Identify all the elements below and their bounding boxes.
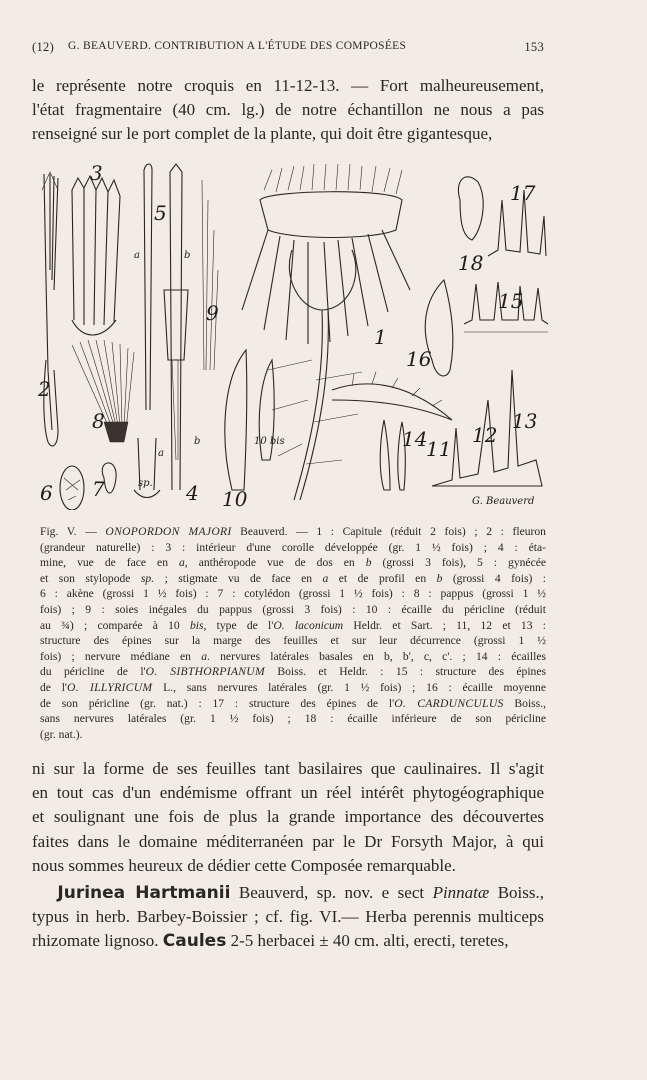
fig-label-2: 2	[38, 377, 51, 401]
caption-species: O. CARDUNCULUS	[394, 696, 504, 710]
text-line: et soulignant une fois de plus la grande importance des découvertes	[32, 807, 544, 827]
fig-letter-10bis: 10 bis	[254, 436, 285, 447]
caption-letter: b	[365, 556, 372, 570]
running-head-left	[32, 40, 406, 55]
caption-letter: sp.	[140, 571, 155, 585]
drawing-stamen	[164, 164, 191, 490]
text-line: renseigné sur le port complet de la plante, qui doit être gigantesque,	[32, 124, 493, 144]
species-name: Jurinea Hartmanii	[57, 883, 231, 903]
caption-text: de l'	[40, 680, 68, 694]
fig-letter-b: b	[184, 250, 191, 261]
fig-letter-a: a	[134, 250, 140, 261]
caption-line	[40, 618, 546, 634]
text-line	[32, 881, 544, 905]
folio: 153	[524, 40, 544, 54]
caption-text: (grandeur naturelle) : 3 : intérieur d'une corolle développée (gr. 1 ½ fois) ; 4 : éta-	[40, 540, 546, 554]
botanical-figure	[32, 160, 552, 510]
caption-line	[40, 633, 546, 649]
caption-species: ONOPORDON MAJORI	[105, 525, 232, 538]
caption-text: du péricline de l'	[40, 665, 146, 679]
caption-text: (gr. nat.).	[40, 727, 83, 741]
caption-text: (grossi 4 fois) :	[442, 571, 546, 585]
caption-text: de son péricline (gr. nat.) : 17 : structure des épines de l'	[40, 696, 395, 710]
text-line: en tout cas d'un endémisme offrant un réel intérêt phytogéographique	[32, 783, 544, 803]
fig-label-1: 1	[374, 325, 387, 349]
fig-letter-b-lower: b	[194, 436, 201, 447]
caption-text: sans nervures latérales (gr. 1 ½ fois) ; 18 : écaille inférieure de son péricline	[40, 712, 546, 726]
caption-text: au ¾) ; comparée à 10	[40, 618, 190, 632]
caption-letter: b	[436, 571, 443, 585]
fig-label-8: 8	[92, 409, 105, 433]
fig-label-9: 9	[206, 301, 219, 325]
drawing-corolla	[72, 176, 120, 335]
fig-label-10: 10	[222, 487, 248, 510]
caption-line	[40, 555, 546, 571]
text-line: l'état fragmentaire (40 cm. lg.) de notre échantillon ne nous a pas	[32, 100, 544, 120]
caption-text: Beauverd. — 1 : Capitule (réduit 2 fois) ; 2 : fleuron	[231, 525, 546, 538]
caption-species: O. SIBTHORPIANUM	[145, 665, 265, 679]
running-head-title: G. BEAUVERD. CONTRIBUTION A L'ÉTUDE DES COMPOSÉES	[68, 40, 407, 52]
term-caules: Caules	[162, 931, 227, 952]
caption-line	[40, 602, 546, 618]
text-span: rhizomate lignoso.	[32, 931, 163, 951]
caption-text: fois) ; nervure médiane en	[40, 649, 202, 663]
botanical-illustration	[32, 160, 552, 510]
caption-letter: a	[201, 649, 208, 663]
drawing-scale-10	[225, 350, 247, 490]
fig-label-12: 12	[472, 423, 498, 447]
caption-line	[40, 540, 546, 556]
fig-letter-a-lower: a	[158, 448, 164, 459]
drawing-fleuron	[42, 172, 58, 446]
text-line	[32, 929, 544, 953]
caption-text: Boiss.,	[503, 696, 546, 710]
fig-label-11: 11	[426, 437, 452, 461]
caption-line	[40, 711, 546, 727]
fig-letter-sp: sp.	[138, 478, 153, 489]
caption-line	[40, 649, 546, 665]
caption-text: Heldr. et Sart. ; 11, 12 et 13 :	[343, 618, 546, 632]
page-number: (12)	[32, 40, 55, 54]
paragraph-species-description	[32, 881, 544, 954]
text-span: Beauverd, sp. nov. e sect	[230, 883, 433, 902]
caption-line	[40, 524, 546, 540]
caption-line	[40, 696, 546, 712]
caption-species: O. ILLYRICUM	[67, 680, 153, 694]
caption-species: O. laconicum	[273, 618, 344, 632]
achene-texture	[64, 478, 80, 500]
fig-label-13: 13	[512, 409, 538, 433]
fig-label-5: 5	[154, 201, 167, 225]
caption-letter: bis	[189, 618, 204, 632]
drawing-bristles	[202, 180, 218, 370]
drawing-achene	[60, 466, 84, 510]
caption-fig-ref: Fig. V. —	[40, 525, 106, 538]
fig-label-6: 6	[40, 481, 53, 505]
text-span: 2-5 herbacei ± 40 cm. alti, erecti, teretes,	[226, 931, 509, 951]
fig-label-17: 17	[510, 181, 536, 205]
paragraph-middle	[32, 757, 544, 878]
caption-letter: a	[179, 556, 185, 570]
caption-line	[40, 664, 546, 680]
fig-label-14: 14	[402, 427, 428, 451]
caption-text: et de profil en	[328, 571, 437, 585]
fig-label-7: 7	[92, 477, 105, 501]
caption-letter: a	[322, 571, 329, 585]
fig-label-18: 18	[458, 251, 484, 275]
fig-label-4: 4	[186, 481, 199, 505]
text-line: ni sur la forme de ses feuilles tant basilaires que caulinaires. Il s'agit	[32, 759, 544, 778]
caption-text: structure des épines sur la marge des feuilles et sur leur décurrence (grossi 1 ½	[40, 634, 546, 648]
text-span: Boiss.,	[489, 883, 545, 902]
text-line: faites dans le domaine méditerranéen par le Dr Forsyth Major, à qui	[32, 831, 544, 851]
fig-label-15: 15	[498, 289, 524, 313]
paragraph-top	[32, 74, 544, 147]
caption-line	[40, 586, 546, 602]
caption-line	[40, 680, 546, 696]
caption-line	[40, 727, 546, 743]
section-name: Pinnatæ	[432, 883, 490, 902]
caption-text: et son stylopode	[40, 571, 141, 585]
figure-caption	[40, 524, 546, 742]
fig-label-16: 16	[406, 347, 432, 371]
caption-text: fois) ; 9 : soies inégales du pappus (grossi 3 fois) : 10 : écaille du péricline (réduit	[40, 602, 546, 616]
caption-text: . nervures latérales basales en b, b', c, c'. ; 14 : écailles	[207, 649, 546, 663]
text-line: le représente notre croquis en 11-12-13. — Fort malheureusement,	[32, 76, 544, 95]
caption-text: (grossi 3 fois), 5 : gynécée	[371, 556, 547, 570]
caption-text: , anthéropode vue de dos en	[184, 556, 366, 570]
caption-text: mine, vue de face en	[40, 556, 179, 570]
caption-text: Boiss. et Heldr. : 15 : structure des épines	[264, 665, 546, 679]
caption-text: 6 : akène (grossi 1 ½ fois) : 7 : cotylédon (grossi 1 ½ fois) : 8 : pappus (grossi 1 ½	[40, 587, 546, 601]
caption-text: ; stigmate vu de face en	[154, 571, 323, 585]
running-head	[32, 40, 544, 55]
caption-line	[40, 571, 546, 587]
fig-label-3: 3	[90, 161, 103, 185]
text-line: typus in herb. Barbey-Boissier ; cf. fig. VI.— Herba perennis multiceps	[32, 907, 544, 927]
drawing-scale-18	[458, 177, 483, 240]
caption-text: , type de l'	[203, 618, 274, 632]
figure-signature: G. Beauverd	[472, 496, 535, 507]
text-line: nous sommes heureux de dédier cette Composée remarquable.	[32, 855, 456, 875]
caption-text: L., sans nervures latérales (gr. 1 ½ fois) ; 16 : écaille moyenne	[152, 680, 547, 694]
